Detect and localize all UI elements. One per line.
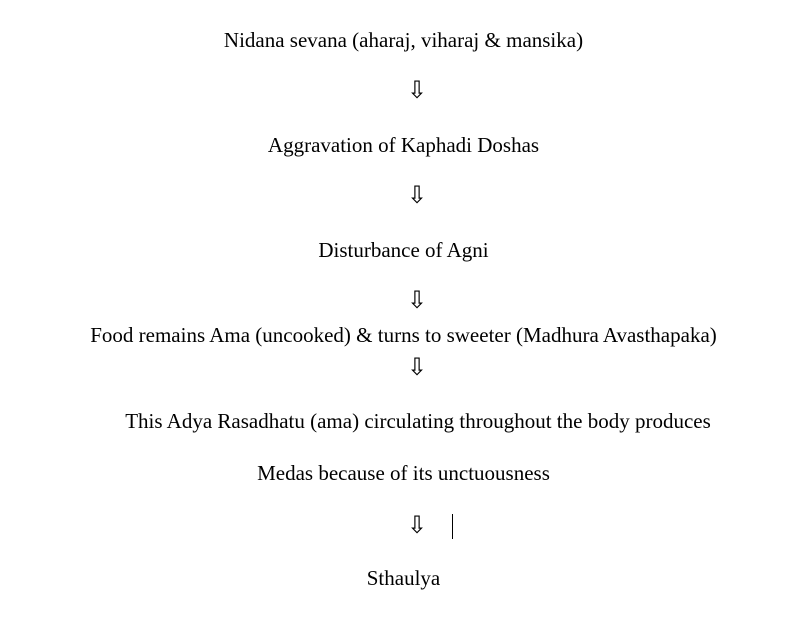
flow-step-nidana-sevana: Nidana sevana (aharaj, viharaj & mansika) — [223, 28, 584, 52]
flow-step-sthaulya: Sthaulya — [366, 566, 441, 590]
flow-step-disturbance-agni: Disturbance of Agni — [318, 238, 489, 262]
vertical-bar-mark — [452, 514, 453, 539]
down-arrow-icon: ⇩ — [406, 76, 428, 104]
flow-step-medas: Medas because of its unctuousness — [257, 461, 550, 485]
flow-step-aggravation-doshas: Aggravation of Kaphadi Doshas — [267, 133, 540, 157]
flow-step-adya-rasadhatu: This Adya Rasadhatu (ama) circulating throughout the body produces — [125, 409, 711, 433]
down-arrow-icon: ⇩ — [406, 181, 428, 209]
down-arrow-icon: ⇩ — [406, 353, 428, 381]
flow-step-food-remains-ama: Food remains Ama (uncooked) & turns to sweeter (Madhura Avasthapaka) — [90, 323, 717, 347]
down-arrow-icon: ⇩ — [406, 511, 428, 539]
down-arrow-icon: ⇩ — [406, 286, 428, 314]
